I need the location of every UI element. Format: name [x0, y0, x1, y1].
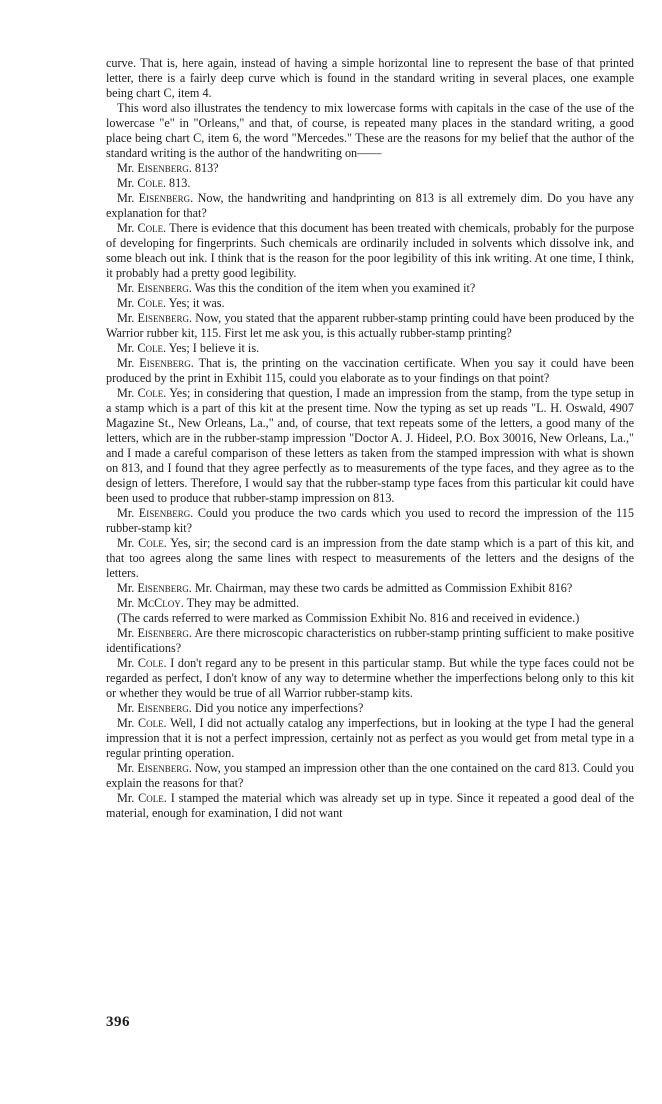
paragraph-text: Now, you stated that the apparent rubber-stamp printing could have been produced by the Warrior rubber kit, 115. First let me ask you, is this actually rubber-stamp printing?	[106, 311, 634, 340]
document-body	[106, 56, 634, 821]
speaker-label: Mr. Cole.	[117, 176, 166, 190]
speaker-label: Mr. Eisenberg.	[117, 626, 192, 640]
speaker-label: Mr. Cole.	[117, 716, 167, 730]
narrative-paragraph	[106, 101, 634, 161]
paragraph-text: 813?	[194, 161, 219, 175]
narrative-paragraph	[106, 56, 634, 101]
testimony-paragraph	[106, 386, 634, 506]
testimony-paragraph	[106, 791, 634, 821]
paragraph-text: Yes; it was.	[168, 296, 225, 310]
testimony-paragraph	[106, 176, 634, 191]
testimony-paragraph	[106, 221, 634, 281]
testimony-paragraph	[106, 761, 634, 791]
speaker-label: Mr. Cole.	[117, 296, 166, 310]
speaker-label: Mr. Cole.	[117, 536, 167, 550]
speaker-label: Mr. Eisenberg.	[117, 311, 193, 325]
speaker-label: Mr. Cole.	[117, 791, 167, 805]
testimony-paragraph	[106, 626, 634, 656]
speaker-label: Mr. Eisenberg.	[117, 281, 192, 295]
paragraph-text: Yes, sir; the second card is an impression from the date stamp which is a part of this kit, and that too agrees along the same lines with respect to measurements of the letters and the designs of the letters.	[106, 536, 634, 580]
speaker-label: Mr. Cole.	[117, 656, 167, 670]
paragraph-text: Yes; in considering that question, I made an impression from the stamp, from the type setup in a stamp which is a part of this kit at the present time. Now the typing as set up reads "L. H. Oswald, 4907 Magazine St., New Orleans, La.," and, of course, that text repeats some of the letters, a good many of the letters, which are in the rubber-stamp impression "Doctor A. J. Hideel, P.O. Box 30016, New Orleans, La.," and I made a careful comparison of these letters as taken from the stamped impression with what is shown on 813, and I found that they agree perfectly as to measurements of the type faces, and they agree as to the design of letters. Therefore, I would say that the rubber-stamp type faces from this particular kit could have been used to produce that rubber-stamp impression on 813.	[106, 386, 634, 505]
paragraph-text: Yes; I believe it is.	[168, 341, 260, 355]
paragraph-text: That is, the printing on the vaccination certificate. When you say it could have been produced by the print in Exhibit 115, could you elaborate as to your findings on that point?	[106, 356, 634, 385]
paragraph-text: curve. That is, here again, instead of having a simple horizontal line to represent the base of that printed letter, there is a fairly deep curve which is found in the standard writing in several places, one example being chart C, item 4.	[106, 56, 634, 100]
paragraph-text: Was this the condition of the item when you examined it?	[194, 281, 476, 295]
speaker-label: Mr. Eisenberg.	[117, 581, 192, 595]
speaker-label: Mr. Eisenberg.	[117, 356, 194, 370]
speaker-label: Mr. Eisenberg.	[117, 161, 192, 175]
paragraph-text: Now, the handwriting and handprinting on 813 is all extremely dim. Do you have any explanation for that?	[106, 191, 634, 220]
paragraph-text: I don't regard any to be present in this particular stamp. But while the type faces could not be regarded as perfect, I don't know of any way to determine whether the imperfections belong only to this kit or whether they would be true of all Warrior rubber-stamp kits.	[106, 656, 635, 700]
testimony-paragraph	[106, 296, 634, 311]
paragraph-text: (The cards referred to were marked as Commission Exhibit No. 816 and received in evidence.)	[117, 611, 580, 625]
testimony-paragraph	[106, 191, 634, 221]
speaker-label: Mr. Eisenberg.	[117, 761, 192, 775]
paragraph-text: 813.	[169, 176, 191, 190]
testimony-paragraph	[106, 356, 634, 386]
testimony-paragraph	[106, 656, 634, 701]
paragraph-text: This word also illustrates the tendency to mix lowercase forms with capitals in the case of the use of the lowercase "e" in "Orleans," and that, of course, is repeated many places in the standard writing, a good place being chart C, item 6, the word "Mercedes." These are the reasons for my belief that the author of the standard writing is the author of the handwriting on——	[106, 101, 634, 160]
paragraph-text: Did you notice any imperfections?	[194, 701, 364, 715]
page-number: 396	[106, 1014, 130, 1030]
testimony-paragraph	[106, 701, 634, 716]
testimony-paragraph	[106, 161, 634, 176]
speaker-label: Mr. McCloy.	[117, 596, 184, 610]
speaker-label: Mr. Cole.	[117, 341, 166, 355]
speaker-label: Mr. Cole.	[117, 221, 167, 235]
testimony-paragraph	[106, 281, 634, 296]
paragraph-text: Mr. Chairman, may these two cards be admitted as Commission Exhibit 816?	[194, 581, 573, 595]
testimony-paragraph	[106, 536, 634, 581]
paragraph-text: They may be admitted.	[186, 596, 300, 610]
narrative-paragraph	[106, 611, 634, 626]
paragraph-text: Are there microscopic characteristics on rubber-stamp printing sufficient to make positive identifications?	[106, 626, 635, 655]
testimony-paragraph	[106, 596, 634, 611]
speaker-label: Mr. Eisenberg.	[117, 506, 194, 520]
speaker-label: Mr. Eisenberg.	[117, 701, 192, 715]
paragraph-text: Well, I did not actually catalog any imperfections, but in looking at the type I had the general impression that it is not a perfect impression, certainly not as perfect as you would get from metal type in a regular printing operation.	[106, 716, 635, 760]
paragraph-text: There is evidence that this document has been treated with chemicals, probably for the purpose of developing for fingerprints. Such chemicals are ordinarily included in solvents which dissolve ink, and some bleach out ink. I think that is the reason for the poor legibility of this ink writing. At one time, I think, it probably had a pretty good legibility.	[106, 221, 634, 280]
speaker-label: Mr. Cole.	[117, 386, 167, 400]
testimony-paragraph	[106, 341, 634, 356]
testimony-paragraph	[106, 311, 634, 341]
paragraph-text: Now, you stamped an impression other than the one contained on the card 813. Could you explain the reasons for that?	[106, 761, 634, 790]
paragraph-text: I stamped the material which was already set up in type. Since it repeated a good deal of the material, enough for examination, I did not want	[106, 791, 634, 820]
testimony-paragraph	[106, 581, 634, 596]
paragraph-text: Could you produce the two cards which you used to record the impression of the 115 rubber-stamp kit?	[106, 506, 634, 535]
testimony-paragraph	[106, 716, 634, 761]
testimony-paragraph	[106, 506, 634, 536]
speaker-label: Mr. Eisenberg.	[117, 191, 194, 205]
